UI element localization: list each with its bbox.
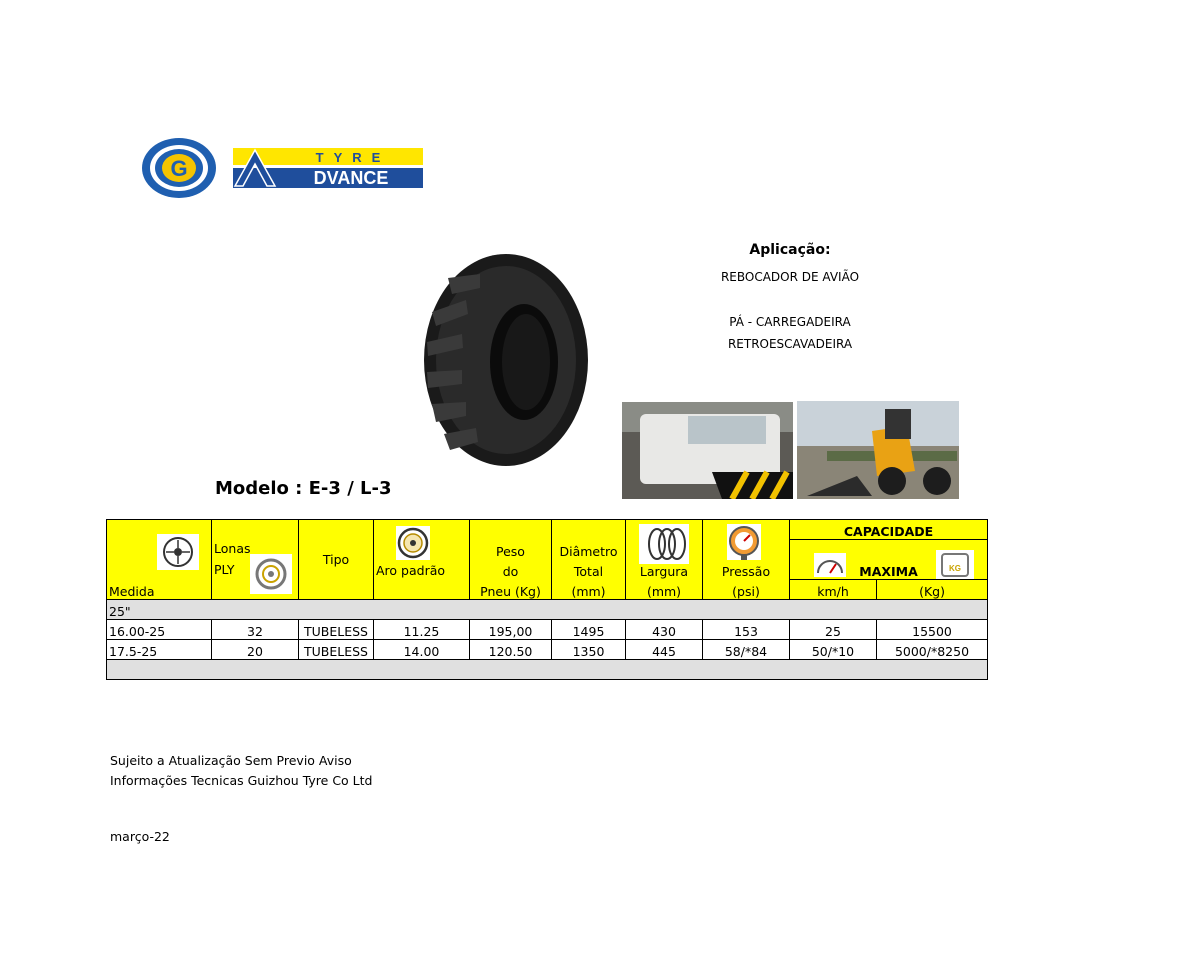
- cell-ply: 32: [212, 620, 299, 640]
- header-kg: [877, 580, 988, 600]
- cell-peso: 120.50: [470, 640, 552, 660]
- header-kmh: [790, 580, 877, 600]
- cell-diametro: 1350: [552, 640, 626, 660]
- header-capacidade-label: CAPACIDADE: [843, 524, 934, 539]
- header-maxima-label: MAXIMA: [859, 564, 918, 579]
- header-diametro-line3: (mm): [571, 584, 606, 599]
- table-row: [107, 640, 988, 660]
- header-pressao: [703, 520, 790, 600]
- wheel-icon: [396, 526, 430, 560]
- header-peso-line3: Pneu (Kg): [480, 584, 541, 599]
- cell-kg: 15500: [877, 620, 988, 640]
- header-diametro-line2: Total: [573, 564, 604, 579]
- header-pressao-line1: Pressão: [721, 564, 771, 579]
- application-title: Aplicação:: [749, 242, 831, 258]
- cell-diametro: 1495: [552, 620, 626, 640]
- advance-logo-dvance: DVANCE: [313, 168, 389, 188]
- header-largura: [626, 520, 703, 600]
- header-largura-line2: (mm): [646, 584, 682, 599]
- cell-kmh: 50/*10: [790, 640, 877, 660]
- header-tipo: [299, 520, 374, 600]
- header-medida-label: Medida: [109, 584, 155, 599]
- header-lonas-label: Lonas: [214, 541, 251, 556]
- cell-peso: 195,00: [470, 620, 552, 640]
- rim-icon: [157, 534, 199, 570]
- tire-image: [422, 252, 590, 468]
- cell-medida: 16.00-25: [107, 620, 212, 640]
- header-kg-label: (Kg): [919, 584, 945, 599]
- application-line-2: PÁ - CARREGADEIRA: [729, 315, 851, 329]
- date-label: março-22: [110, 829, 170, 844]
- header-maxima: [790, 540, 988, 580]
- speedometer-icon: [814, 553, 846, 577]
- header-peso-line2: do: [502, 564, 519, 579]
- header-lonas: [212, 520, 299, 600]
- cell-kg: 5000/*8250: [877, 640, 988, 660]
- spec-table: [106, 519, 988, 680]
- header-peso: [470, 520, 552, 600]
- ply-icon: [250, 554, 292, 594]
- note-line-2: Informações Tecnicas Guizhou Tyre Co Ltd: [110, 773, 373, 788]
- pressure-gauge-icon: [727, 524, 761, 560]
- gt-logo-letter: G: [170, 156, 188, 181]
- advance-logo: [233, 148, 423, 188]
- aircraft-tug-photo: [622, 402, 793, 499]
- header-diametro: [552, 520, 626, 600]
- advance-logo-tyre: TYRE: [315, 150, 391, 165]
- header-largura-line1: Largura: [639, 564, 689, 579]
- header-tipo-label: Tipo: [322, 552, 350, 567]
- table-row: [107, 620, 988, 640]
- header-diametro-line1: Diâmetro: [559, 544, 618, 559]
- footer-row: [107, 660, 988, 680]
- cell-aro: 11.25: [374, 620, 470, 640]
- wheel-loader-photo: [797, 401, 959, 499]
- tire-width-icon: [639, 524, 689, 564]
- cell-pressao: 58/*84: [703, 640, 790, 660]
- cell-aro: 14.00: [374, 640, 470, 660]
- header-ply-label: PLY: [214, 562, 235, 577]
- cell-medida: 17.5-25: [107, 640, 212, 660]
- application-line-1: REBOCADOR DE AVIÃO: [720, 270, 860, 284]
- application-line-3: RETROESCAVADEIRA: [727, 337, 853, 351]
- header-kmh-label: km/h: [817, 584, 849, 599]
- section-label: 25": [107, 600, 988, 620]
- header-peso-line1: Peso: [496, 544, 525, 559]
- cell-largura: 430: [626, 620, 703, 640]
- model-title: Modelo : E-3 / L-3: [215, 478, 392, 499]
- header-row-1: [107, 520, 988, 540]
- cell-kmh: 25: [790, 620, 877, 640]
- header-medida: [107, 520, 212, 600]
- weight-icon-label: KG: [949, 564, 961, 573]
- section-row: [107, 600, 988, 620]
- header-pressao-line2: (psi): [732, 584, 760, 599]
- cell-ply: 20: [212, 640, 299, 660]
- cell-largura: 445: [626, 640, 703, 660]
- footer-cell: [107, 660, 988, 680]
- note-line-1: Sujeito a Atualização Sem Previo Aviso: [110, 753, 352, 768]
- header-aro-label: Aro padrão: [376, 563, 446, 578]
- weight-icon: [936, 550, 974, 580]
- cell-pressao: 153: [703, 620, 790, 640]
- header-capacidade: [790, 520, 988, 540]
- cell-tipo: TUBELESS: [299, 640, 374, 660]
- header-aro: [374, 520, 470, 600]
- cell-tipo: TUBELESS: [299, 620, 374, 640]
- gt-logo: [140, 137, 218, 199]
